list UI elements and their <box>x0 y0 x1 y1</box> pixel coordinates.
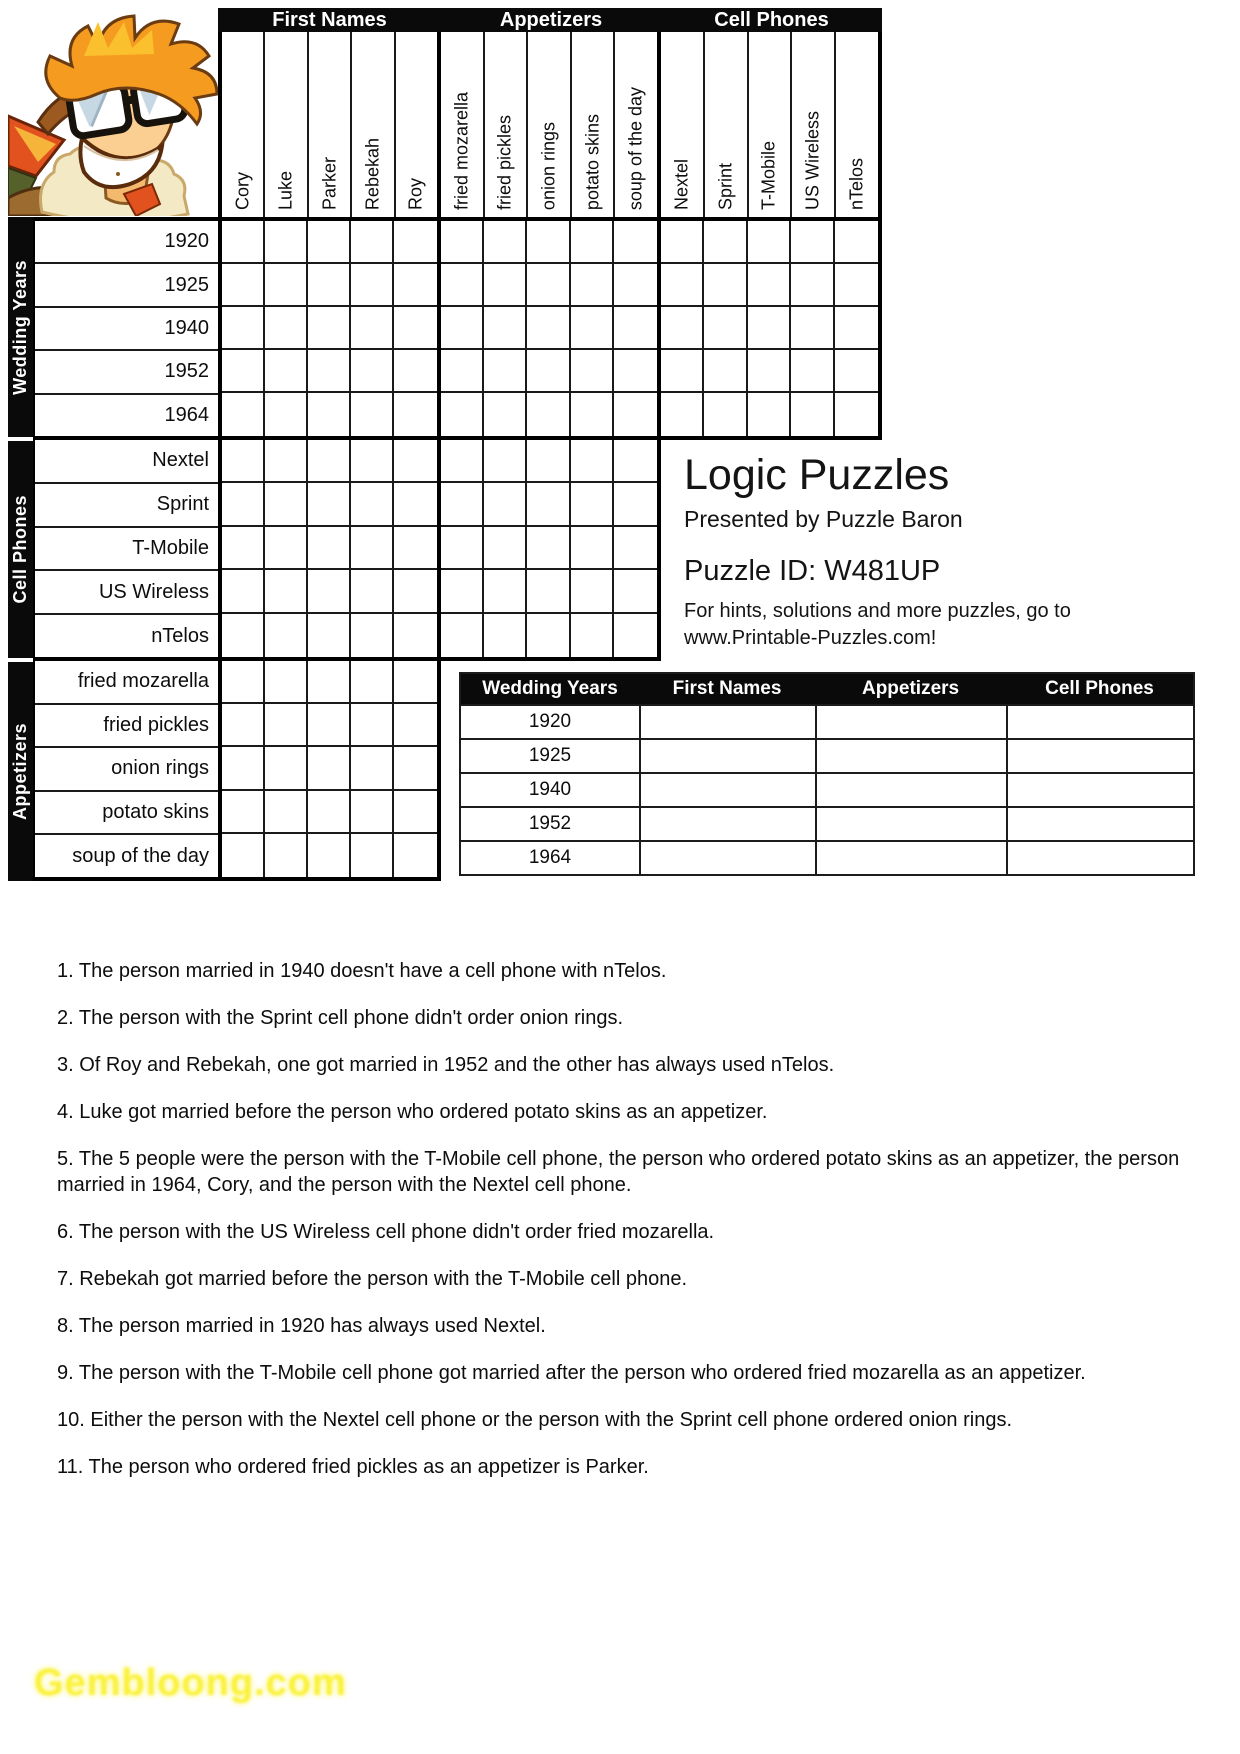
column-group-label-appetizers: Appetizers <box>499 9 603 31</box>
grid-cell[interactable] <box>394 307 437 350</box>
solution-input-cell[interactable] <box>815 842 1006 874</box>
grid-cell[interactable] <box>308 440 351 483</box>
row-label: 1940 <box>35 308 218 351</box>
grid-cell[interactable] <box>791 350 834 393</box>
clue-item: 9. The person with the T-Mobile cell phone got married after the person who ordered fried mozarella as an appetizer. <box>57 1362 1086 1384</box>
row-group-label: Cell Phones <box>10 495 30 604</box>
grid-cell[interactable] <box>265 350 308 393</box>
grid-cell[interactable] <box>394 350 437 393</box>
solution-input-cell[interactable] <box>815 808 1006 840</box>
solution-year-cell: 1940 <box>528 779 572 800</box>
grid-cell[interactable] <box>791 393 834 436</box>
column-labels-row <box>218 32 882 217</box>
grid-cell[interactable] <box>222 527 265 570</box>
column-group-band <box>218 8 882 32</box>
grid-cell[interactable] <box>308 393 351 436</box>
grid-cell[interactable] <box>351 350 394 393</box>
grid-cell[interactable] <box>351 791 394 834</box>
solution-header-cell: First Names <box>672 678 782 699</box>
grid-cell[interactable] <box>308 834 351 877</box>
grid-cell[interactable] <box>222 570 265 613</box>
grid-cell[interactable] <box>484 393 527 436</box>
solution-table-header <box>461 674 1193 704</box>
grid-cell[interactable] <box>835 264 878 307</box>
grid-cell[interactable] <box>704 221 747 264</box>
row-label: US Wireless <box>35 571 218 615</box>
row-labels-column <box>33 217 218 881</box>
grid-cell[interactable] <box>441 221 484 264</box>
grid-cell[interactable] <box>308 307 351 350</box>
column-label: fried mozarella <box>451 91 472 210</box>
column-label: Parker <box>319 156 340 210</box>
row-label-group-cell-phones <box>35 440 218 661</box>
grid-cell[interactable] <box>222 834 265 877</box>
grid-cell[interactable] <box>351 614 394 657</box>
row-label: soup of the day <box>72 844 209 867</box>
column-label-cell <box>265 32 308 217</box>
grid-cell[interactable] <box>704 350 747 393</box>
grid-block-years-phones <box>657 217 882 440</box>
column-label-cell <box>792 32 836 217</box>
grid-cell[interactable] <box>835 393 878 436</box>
grid-cell[interactable] <box>222 440 265 483</box>
site-watermark: Gembloong.com <box>34 1662 347 1704</box>
grid-cell[interactable] <box>614 221 657 264</box>
grid-cell[interactable] <box>308 661 351 704</box>
clue-item: 5. The 5 people were the person with the T-Mobile cell phone, the person who ordered potato skins as an appetizer, the person married in 1964, Cory, and the person with the Nextel cell phone. <box>57 1148 1180 1196</box>
column-label: Sprint <box>715 162 736 210</box>
grid-cell[interactable] <box>308 791 351 834</box>
grid-cell[interactable] <box>527 570 570 613</box>
grid-cell[interactable] <box>571 570 614 613</box>
solution-input-cell[interactable] <box>639 842 815 874</box>
clue-item: 8. The person married in 1920 has always used Nextel. <box>57 1315 546 1337</box>
column-label-group-first-names <box>222 32 441 217</box>
grid-cell[interactable] <box>527 350 570 393</box>
row-group-strip-appetizers <box>8 662 33 881</box>
column-label: soup of the day <box>625 86 646 210</box>
grid-cell[interactable] <box>704 264 747 307</box>
solution-row <box>461 806 1193 840</box>
puzzle-subtitle: Presented by Puzzle Baron <box>684 506 963 532</box>
clue-item: 1. The person married in 1940 doesn't have a cell phone with nTelos. <box>57 960 667 982</box>
grid-cell[interactable] <box>265 307 308 350</box>
grid-cell[interactable] <box>614 440 657 483</box>
grid-cell[interactable] <box>527 307 570 350</box>
column-label-group-appetizers <box>441 32 661 217</box>
row-label-group-appetizers <box>35 661 218 877</box>
column-label-cell <box>309 32 352 217</box>
grid-cell[interactable] <box>222 221 265 264</box>
solution-input-cell[interactable] <box>815 740 1006 772</box>
grid-cell[interactable] <box>308 704 351 747</box>
grid-cell[interactable] <box>308 527 351 570</box>
grid-cell[interactable] <box>614 264 657 307</box>
row-group-label: Wedding Years <box>10 259 30 395</box>
grid-cell[interactable] <box>835 350 878 393</box>
solution-year-cell: 1920 <box>528 711 572 732</box>
column-label-group-cell-phones <box>661 32 882 217</box>
column-label-cell <box>528 32 572 217</box>
grid-cell[interactable] <box>222 747 265 790</box>
chin-dot <box>116 172 120 176</box>
grid-cell[interactable] <box>394 483 437 526</box>
column-label-cell <box>441 32 485 217</box>
solution-input-cell[interactable] <box>1006 842 1193 874</box>
solution-header-cell: Wedding Years <box>482 678 618 699</box>
grid-cell[interactable] <box>527 440 570 483</box>
grid-cell[interactable] <box>614 527 657 570</box>
solution-input-cell[interactable] <box>1006 774 1193 806</box>
grid-cell[interactable] <box>222 614 265 657</box>
grid-cell[interactable] <box>571 483 614 526</box>
grid-cell[interactable] <box>308 747 351 790</box>
grid-cell[interactable] <box>484 221 527 264</box>
row-label: Sprint <box>35 484 218 528</box>
column-label-cell <box>749 32 793 217</box>
grid-cell[interactable] <box>441 393 484 436</box>
grid-cell[interactable] <box>441 264 484 307</box>
grid-cell[interactable] <box>394 221 437 264</box>
grid-cell[interactable] <box>222 661 265 704</box>
grid-cell[interactable] <box>748 221 791 264</box>
column-label-cell <box>396 32 437 217</box>
grid-block-years-appetizers <box>437 217 661 440</box>
grid-cell[interactable] <box>527 393 570 436</box>
clue-item: 7. Rebekah got married before the person with the T-Mobile cell phone. <box>57 1268 687 1290</box>
puzzle-title: Logic Puzzles <box>684 451 950 499</box>
grid-cell[interactable] <box>441 440 484 483</box>
grid-cell[interactable] <box>614 614 657 657</box>
grid-block-years-names <box>218 217 441 440</box>
solution-input-cell[interactable] <box>1006 706 1193 738</box>
solution-input-cell[interactable] <box>639 774 815 806</box>
mascot-illustration <box>8 0 220 216</box>
grid-cell[interactable] <box>222 393 265 436</box>
solution-input-cell[interactable] <box>815 706 1006 738</box>
column-label: potato skins <box>582 113 603 210</box>
grid-cell[interactable] <box>484 350 527 393</box>
grid-cell[interactable] <box>441 350 484 393</box>
grid-cell[interactable] <box>265 440 308 483</box>
grid-cell[interactable] <box>308 570 351 613</box>
row-label: potato skins <box>35 792 218 836</box>
grid-cell[interactable] <box>394 704 437 747</box>
clue-item: 3. Of Roy and Rebekah, one got married in 1952 and the other has always used nTelos. <box>57 1054 835 1076</box>
row-group-label: Appetizers <box>10 722 30 821</box>
column-label: Rebekah <box>362 137 383 210</box>
grid-cell[interactable] <box>308 614 351 657</box>
grid-cell[interactable] <box>571 264 614 307</box>
grid-cell[interactable] <box>394 661 437 704</box>
solution-table <box>459 672 1195 876</box>
grid-cell[interactable] <box>351 440 394 483</box>
grid-cell[interactable] <box>394 570 437 613</box>
grid-cell[interactable] <box>394 791 437 834</box>
grid-cell[interactable] <box>222 704 265 747</box>
grid-cell[interactable] <box>484 570 527 613</box>
column-label-cell <box>352 32 395 217</box>
solution-input-cell[interactable] <box>639 706 815 738</box>
grid-cell[interactable] <box>265 791 308 834</box>
grid-cell[interactable] <box>222 264 265 307</box>
grid-cell[interactable] <box>394 527 437 570</box>
grid-cell[interactable] <box>351 747 394 790</box>
grid-cell[interactable] <box>661 350 704 393</box>
grid-cell[interactable] <box>394 747 437 790</box>
row-label: 1964 <box>164 403 209 426</box>
grid-cell[interactable] <box>265 704 308 747</box>
grid-cell[interactable] <box>265 614 308 657</box>
row-label: 1920 <box>35 221 218 264</box>
column-label: fried pickles <box>494 114 515 210</box>
grid-cell[interactable] <box>351 704 394 747</box>
solution-input-cell[interactable] <box>1006 740 1193 772</box>
grid-cell[interactable] <box>265 483 308 526</box>
row-label-group-wedding-years <box>35 221 218 440</box>
row-label: 1952 <box>35 351 218 394</box>
grid-cell[interactable] <box>265 747 308 790</box>
grid-cell[interactable] <box>748 393 791 436</box>
grid-cell[interactable] <box>527 264 570 307</box>
grid-cell[interactable] <box>748 350 791 393</box>
solution-row <box>461 840 1193 874</box>
grid-cell[interactable] <box>351 570 394 613</box>
grid-cell[interactable] <box>351 264 394 307</box>
grid-cell[interactable] <box>704 307 747 350</box>
grid-cell[interactable] <box>527 483 570 526</box>
puzzle-id: Puzzle ID: W481UP <box>684 555 941 587</box>
grid-cell[interactable] <box>791 307 834 350</box>
column-label-cell <box>222 32 265 217</box>
clues-list <box>57 958 1183 1501</box>
grid-cell[interactable] <box>308 350 351 393</box>
grid-cell[interactable] <box>835 307 878 350</box>
grid-cell[interactable] <box>265 221 308 264</box>
title-block <box>684 452 1204 652</box>
grid-cell[interactable] <box>441 614 484 657</box>
hint-text-line2: www.Printable-Puzzles.com! <box>684 627 937 649</box>
grid-cell[interactable] <box>265 527 308 570</box>
grid-cell[interactable] <box>748 307 791 350</box>
grid-cell[interactable] <box>351 527 394 570</box>
column-label: nTelos <box>846 157 867 210</box>
column-label-cell <box>485 32 529 217</box>
grid-cell[interactable] <box>791 221 834 264</box>
grid-cell[interactable] <box>661 393 704 436</box>
grid-cell[interactable] <box>308 264 351 307</box>
grid-cell[interactable] <box>571 221 614 264</box>
grid-cell[interactable] <box>571 440 614 483</box>
grid-cell[interactable] <box>614 483 657 526</box>
row-label: 1925 <box>35 264 218 307</box>
column-group-label-first-names: First Names <box>272 9 387 31</box>
row-group-strip-cell-phones <box>8 441 33 658</box>
grid-cell[interactable] <box>351 221 394 264</box>
grid-cell[interactable] <box>394 834 437 877</box>
row-label: Nextel <box>35 440 218 484</box>
column-label-cell <box>836 32 878 217</box>
grid-cell[interactable] <box>484 614 527 657</box>
grid-cell[interactable] <box>222 791 265 834</box>
column-label-cell <box>661 32 705 217</box>
solution-input-cell[interactable] <box>639 808 815 840</box>
solution-row <box>461 772 1193 806</box>
grid-cell[interactable] <box>527 614 570 657</box>
grid-cell[interactable] <box>614 570 657 613</box>
solution-input-cell[interactable] <box>1006 808 1193 840</box>
column-label: US Wireless <box>802 110 823 210</box>
grid-cell[interactable] <box>351 483 394 526</box>
column-label-cell <box>572 32 616 217</box>
grid-cell[interactable] <box>441 483 484 526</box>
grid-cell[interactable] <box>441 527 484 570</box>
grid-cell[interactable] <box>351 661 394 704</box>
column-label: Luke <box>275 170 296 210</box>
grid-cell[interactable] <box>265 834 308 877</box>
grid-cell[interactable] <box>571 307 614 350</box>
grid-block-phones-names <box>218 436 441 661</box>
solution-header-cell: Cell Phones <box>1045 678 1154 699</box>
grid-cell[interactable] <box>351 834 394 877</box>
grid-cell[interactable] <box>394 614 437 657</box>
grid-cell[interactable] <box>394 440 437 483</box>
grid-cell[interactable] <box>484 264 527 307</box>
grid-cell[interactable] <box>571 527 614 570</box>
grid-cell[interactable] <box>394 264 437 307</box>
column-label: Roy <box>405 177 426 210</box>
hint-text-line1: For hints, solutions and more puzzles, go to <box>684 600 1071 622</box>
solution-year-cell: 1964 <box>528 847 572 868</box>
grid-cell[interactable] <box>571 350 614 393</box>
grid-cell[interactable] <box>661 221 704 264</box>
clue-item: 6. The person with the US Wireless cell phone didn't order fried mozarella. <box>57 1221 715 1243</box>
row-label: nTelos <box>151 624 209 647</box>
grid-cell[interactable] <box>614 393 657 436</box>
grid-cell[interactable] <box>484 483 527 526</box>
grid-cell[interactable] <box>484 307 527 350</box>
grid-cell[interactable] <box>308 221 351 264</box>
grid-cell[interactable] <box>222 350 265 393</box>
solution-input-cell[interactable] <box>815 774 1006 806</box>
clue-item: 10. Either the person with the Nextel cell phone or the person with the Sprint cell phone ordered onion rings. <box>57 1409 1013 1431</box>
column-group-label-cell-phones: Cell Phones <box>714 9 829 31</box>
clue-item: 11. The person who ordered fried pickles as an appetizer is Parker. <box>57 1456 649 1478</box>
grid-cell[interactable] <box>661 264 704 307</box>
column-label-cell <box>615 32 657 217</box>
grid-cell[interactable] <box>222 307 265 350</box>
solution-row <box>461 738 1193 772</box>
grid-block-phones-appetizers <box>437 436 661 661</box>
grid-cell[interactable] <box>394 393 437 436</box>
clue-item: 2. The person with the Sprint cell phone didn't order onion rings. <box>57 1007 624 1029</box>
grid-cell[interactable] <box>614 350 657 393</box>
clue-item: 4. Luke got married before the person who ordered potato skins as an appetizer. <box>57 1101 768 1123</box>
column-label-cell <box>705 32 749 217</box>
grid-cell[interactable] <box>835 221 878 264</box>
grid-cell[interactable] <box>614 307 657 350</box>
row-label: onion rings <box>35 748 218 792</box>
grid-cell[interactable] <box>571 393 614 436</box>
grid-cell[interactable] <box>441 570 484 613</box>
grid-cell[interactable] <box>265 570 308 613</box>
grid-cell[interactable] <box>527 221 570 264</box>
grid-block-appetizers-names <box>218 657 441 881</box>
grid-cell[interactable] <box>484 440 527 483</box>
grid-cell[interactable] <box>441 307 484 350</box>
grid-cell[interactable] <box>791 264 834 307</box>
grid-cell[interactable] <box>748 264 791 307</box>
solution-year-cell: 1952 <box>528 813 572 834</box>
grid-cell[interactable] <box>571 614 614 657</box>
column-label: Cory <box>232 171 253 210</box>
solution-input-cell[interactable] <box>639 740 815 772</box>
solution-year-cell: 1925 <box>528 745 572 766</box>
grid-cell[interactable] <box>265 393 308 436</box>
grid-cell[interactable] <box>527 527 570 570</box>
grid-cell[interactable] <box>484 527 527 570</box>
grid-cell[interactable] <box>308 483 351 526</box>
solution-header-cell: Appetizers <box>861 678 960 699</box>
column-label: Nextel <box>671 158 692 210</box>
column-label: onion rings <box>538 121 559 210</box>
solution-row <box>461 704 1193 738</box>
grid-cell[interactable] <box>704 393 747 436</box>
grid-cell[interactable] <box>661 307 704 350</box>
row-group-strip-wedding-years <box>8 217 33 437</box>
column-label: T-Mobile <box>758 140 779 210</box>
grid-cell[interactable] <box>351 307 394 350</box>
row-label: fried pickles <box>35 705 218 749</box>
grid-cell[interactable] <box>222 483 265 526</box>
row-label: T-Mobile <box>35 528 218 572</box>
row-label: fried mozarella <box>35 661 218 705</box>
grid-cell[interactable] <box>351 393 394 436</box>
grid-cell[interactable] <box>265 661 308 704</box>
grid-cell[interactable] <box>265 264 308 307</box>
